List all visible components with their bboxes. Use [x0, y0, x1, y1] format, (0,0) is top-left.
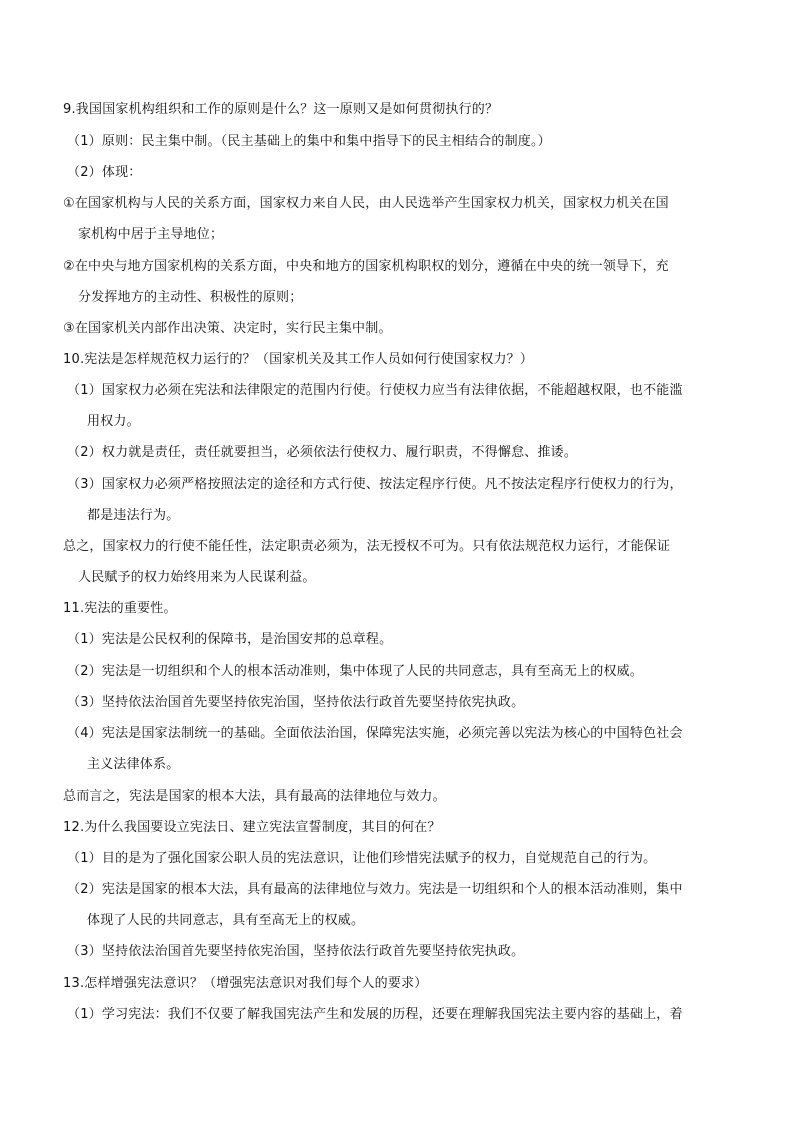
q11-item-4-cont: 主义法律体系。	[87, 757, 180, 772]
question-13-heading: 13.怎样增强宪法意识？（增强宪法意识对我们每个人的要求）	[63, 976, 428, 991]
question-10-heading: 10.宪法是怎样规范权力运行的？（国家机关及其工作人员如何行使国家权力？）	[63, 352, 534, 367]
q11-item-4: （4）宪法是国家法制统一的基础。全面依法治国，保障宪法实施，必须完善以宪法为核心的中国特色社会	[67, 726, 683, 741]
q12-item-2-cont: 体现了人民的共同意志，具有至高无上的权威。	[87, 913, 365, 928]
q10-summary-cont: 人民赋予的权力始终用来为人民谋利益。	[78, 570, 316, 585]
q11-item-3: （3）坚持依法治国首先要坚持依宪治国，坚持依法行政首先要坚持依宪执政。	[67, 695, 525, 710]
q12-item-1: （1）目的是为了强化国家公职人员的宪法意识，让他们珍惜宪法赋予的权力，自觉规范自己的行为。	[67, 851, 657, 866]
q10-item-2: （2）权力就是责任，责任就要担当，必须依法行使权力、履行职责，不得懈怠、推诿。	[67, 445, 578, 460]
q13-item-1: （1）学习宪法：我们不仅要了解我国宪法产生和发展的历程，还要在理解我国宪法主要内容的基础上，着	[67, 1007, 683, 1022]
q11-item-1: （1）宪法是公民权利的保障书，是治国安邦的总章程。	[67, 632, 393, 647]
q11-item-2: （2）宪法是一切组织和个人的根本活动准则，集中体现了人民的共同意志，具有至高无上的权威。	[67, 664, 644, 679]
q9-item-2: （2）体现：	[67, 165, 142, 180]
q10-item-1-cont: 用权力。	[87, 414, 140, 429]
q9-point-2-cont: 分发挥地方的主动性、积极性的原则；	[78, 290, 303, 305]
q10-item-3-cont: 都是违法行为。	[87, 508, 180, 523]
q9-point-2: ②在中央与地方国家机构的关系方面，中央和地方的国家机构职权的划分，遵循在中央的统一领导下，充	[63, 259, 669, 274]
q9-point-1: ①在国家机构与人民的关系方面，国家权力来自人民，由人民选举产生国家权力机关，国家权力机关在国	[63, 196, 669, 211]
q12-item-2: （2）宪法是国家的根本大法，具有最高的法律地位与效力。宪法是一切组织和个人的根本活动准则，集中	[67, 882, 683, 897]
q12-item-3: （3）坚持依法治国首先要坚持依宪治国，坚持依法行政首先要坚持依宪执政。	[67, 944, 525, 959]
q10-summary: 总之，国家权力的行使不能任性，法定职责必须为，法无授权不可为。只有依法规范权力运行，才能保证	[63, 539, 671, 554]
q10-item-1: （1）国家权力必须在宪法和法律限定的范围内行使。行使权力应当有法律依据，不能超越权限，也不能滥	[67, 383, 683, 398]
question-11-heading: 11.宪法的重要性。	[63, 601, 177, 616]
q9-item-1: （1）原则：民主集中制。（民主基础上的集中和集中指导下的民主相结合的制度。）	[67, 134, 551, 149]
q9-point-1-cont: 家机构中居于主导地位；	[78, 227, 224, 242]
q9-point-3: ③在国家机关内部作出决策、决定时，实行民主集中制。	[63, 321, 392, 336]
q11-summary: 总而言之，宪法是国家的根本大法，具有最高的法律地位与效力。	[63, 789, 446, 804]
question-12-heading: 12.为什么我国要设立宪法日、建立宪法宣誓制度，其目的何在？	[63, 820, 441, 835]
question-9-heading: 9.我国国家机构组织和工作的原则是什么？这一原则又是如何贯彻执行的？	[63, 102, 499, 117]
q10-item-3: （3）国家权力必须严格按照法定的途径和方式行使、按法定程序行使。凡不按法定程序行使权力的行为，	[67, 477, 683, 492]
